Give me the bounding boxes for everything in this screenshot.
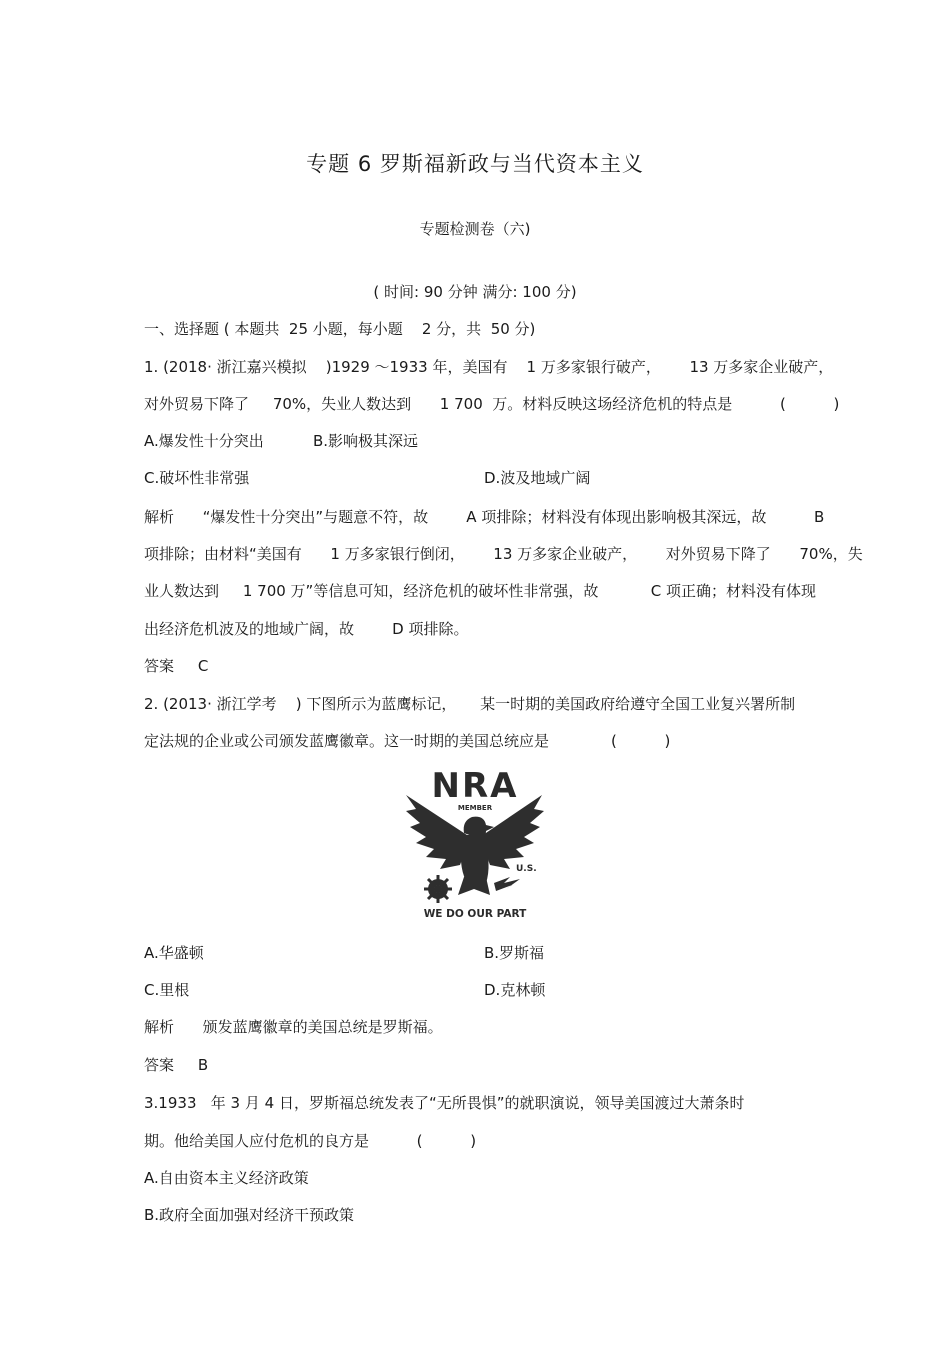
q3-option-a: A.自由资本主义经济政策 <box>144 1169 309 1187</box>
section-heading: 一、选择题 ( 本题共 25 小题，每小题 2 分，共 50 分) <box>144 320 536 338</box>
q1-answer: 答案 C <box>144 657 209 675</box>
q1-analysis-line2: 项排除；由材料“美国有 1 万多家银行倒闭， 13 万多家企业破产， 对外贸易下降了 70%，失 <box>144 545 863 563</box>
q1-option-d: D.波及地域广阔 <box>484 469 591 487</box>
nra-logo-slogan: WE DO OUR PART <box>423 908 527 920</box>
q2-stem-line2: 定法规的企业或公司颁发蓝鹰徽章。这一时期的美国总统应是 ( ) <box>144 732 671 750</box>
q2-option-a: A.华盛顿 <box>144 944 204 962</box>
nra-logo-member: MEMBER <box>457 804 493 812</box>
q2-option-d: D.克林顿 <box>484 981 546 999</box>
q2-analysis: 解析 颁发蓝鹰徽章的美国总统是罗斯福。 <box>144 1018 443 1036</box>
nra-blue-eagle-logo <box>402 765 548 920</box>
q1-stem-line1: 1. (2018· 浙江嘉兴模拟 )1929 ～1933 年，美国有 1 万多家银行破产， 13 万多家企业破产， <box>144 358 834 376</box>
q1-analysis-line1: 解析 “爆发性十分突出”与题意不符，故 A 项排除；材料没有体现出影响极其深远，故 B <box>144 508 825 526</box>
nra-logo-title: NRA <box>431 766 519 806</box>
q2-option-c: C.里根 <box>144 981 190 999</box>
q2-option-b: B.罗斯福 <box>484 944 545 962</box>
q1-option-a: A.爆发性十分突出 <box>144 432 264 450</box>
q1-analysis-line3: 业人数达到 1 700 万”等信息可知，经济危机的破坏性非常强，故 C 项正确；材料没有体现 <box>144 582 817 600</box>
q2-answer: 答案 B <box>144 1056 209 1074</box>
q3-option-b: B.政府全面加强对经济干预政策 <box>144 1206 355 1224</box>
exam-meta: ( 时间: 90 分钟 满分: 100 分) <box>373 283 577 301</box>
q3-stem-line1: 3.1933 年 3 月 4 日，罗斯福总统发表了“无所畏惧”的就职演说，领导美国渡过大萧条时 <box>144 1094 745 1112</box>
q1-stem-line2: 对外贸易下降了 70%，失业人数达到 1 700 万。材料反映这场经济危机的特点是 ( ) <box>144 395 840 413</box>
q1-option-b: B.影响极其深远 <box>313 432 419 450</box>
nra-logo-us: U.S. <box>516 864 537 874</box>
q3-stem-line2: 期。他给美国人应付危机的良方是 ( ) <box>144 1132 477 1150</box>
page-subtitle: 专题检测卷（六) <box>419 220 531 238</box>
lightning-bolts-icon <box>494 877 520 891</box>
page-title: 专题 6 罗斯福新政与当代资本主义 <box>306 152 644 176</box>
eagle-tail <box>458 877 490 895</box>
q1-option-c: C.破坏性非常强 <box>144 469 250 487</box>
q1-analysis-line4: 出经济危机波及的地域广阔，故 D 项排除。 <box>144 620 469 638</box>
eagle-body <box>461 835 489 883</box>
q2-stem-line1: 2. (2013· 浙江学考 ) 下图所示为蓝鹰标记， 某一时期的美国政府给遵守全国工业复兴署所制 <box>144 695 796 713</box>
